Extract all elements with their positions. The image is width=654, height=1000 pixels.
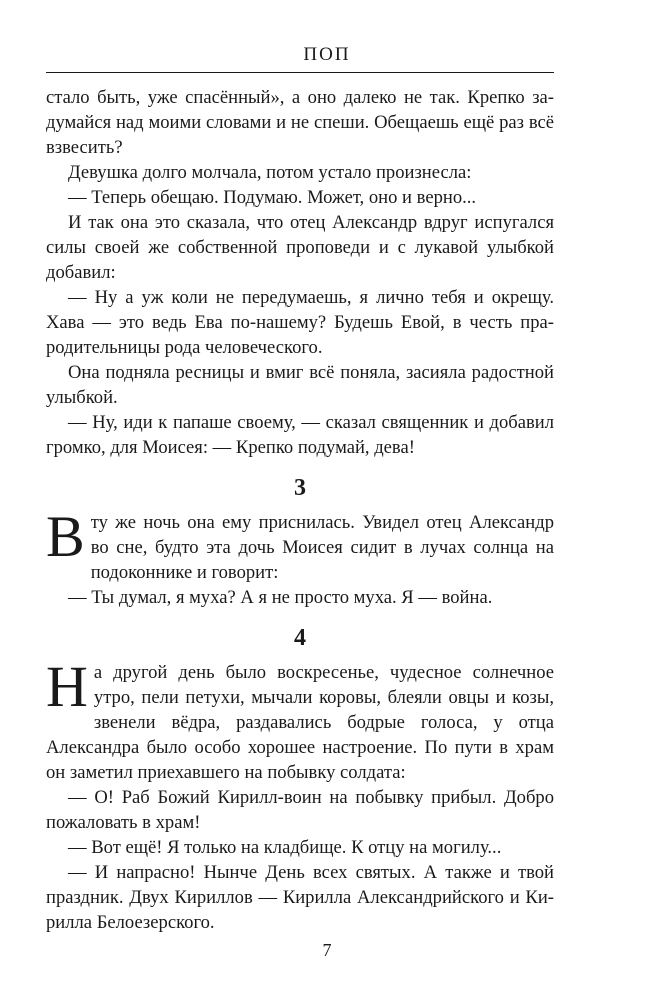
paragraph: — Теперь обещаю. Подумаю. Может, оно и верно... — [68, 187, 477, 208]
drop-cap-letter: В — [46, 504, 85, 569]
chapter-number: 3 — [294, 475, 306, 501]
header-rule — [46, 72, 554, 73]
page-number: 7 — [322, 940, 332, 960]
paragraph: И так она это сказала, что отец Александр вдруг испугался силы своей же собственной проповеди и с лукавой улыбкой добавил: — [46, 212, 554, 283]
paragraph: Девушка долго молчала, потом устало произнесла: — [68, 162, 472, 183]
running-title: ПОП — [303, 44, 351, 65]
chapter-opening-paragraph — [46, 504, 554, 585]
paragraph: Она подняла ресницы и вмиг всё поняла, засияла радостной улыбкой. — [46, 362, 554, 408]
drop-cap-letter: Н — [46, 654, 88, 719]
paragraph-text: ту же ночь она ему приснилась. Увидел отец Александр во сне, будто эта дочь Моисея сидит в лучах солнца на подоконнике и говорит: — [90, 512, 554, 583]
paragraph: — Ну а уж коли не передумаешь, я лично тебя и окрещу. Хава — это ведь Ева по-нашему? Будешь Евой, в честь прародительницы рода человеческого. — [46, 287, 554, 358]
paragraph: — Ну, иди к папаше своему, — сказал священник и добавил громко, для Моисея: — Крепко подумай, дева! — [46, 412, 554, 458]
paragraph: — О! Раб Божий Кирилл-воин на побывку прибыл. Добро пожаловать в храм! — [46, 787, 554, 833]
paragraph: — И напрасно! Нынче День всех святых. А также и твой праздник. Двух Кириллов — Кирилла Александрийского и Кирилла Белоезерского. — [46, 862, 554, 933]
chapter-number: 4 — [294, 625, 306, 651]
paragraph-text: а другой день было воскресенье, чудесное солнечное утро, пели петухи, мычали коровы, блеяли овцы и козы, звенели вёдра, раздавались бодрые голоса, у отца Александра было особо хорошее настроение. По пути в храм он заметил приехавшего на побывку солдата: — [46, 662, 554, 783]
chapter-opening-paragraph — [46, 654, 554, 785]
paragraph: — Вот ещё! Я только на кладбище. К отцу на могилу... — [68, 837, 502, 858]
paragraph: — Ты думал, я муха? А я не просто муха. Я — война. — [68, 587, 493, 608]
paragraph: стало быть, уже спасённый», а оно далеко не так. Крепко задумайся над моими словами и не спеши. Обещаешь ещё раз всё взвесить? — [46, 87, 554, 158]
text-block — [46, 85, 554, 935]
